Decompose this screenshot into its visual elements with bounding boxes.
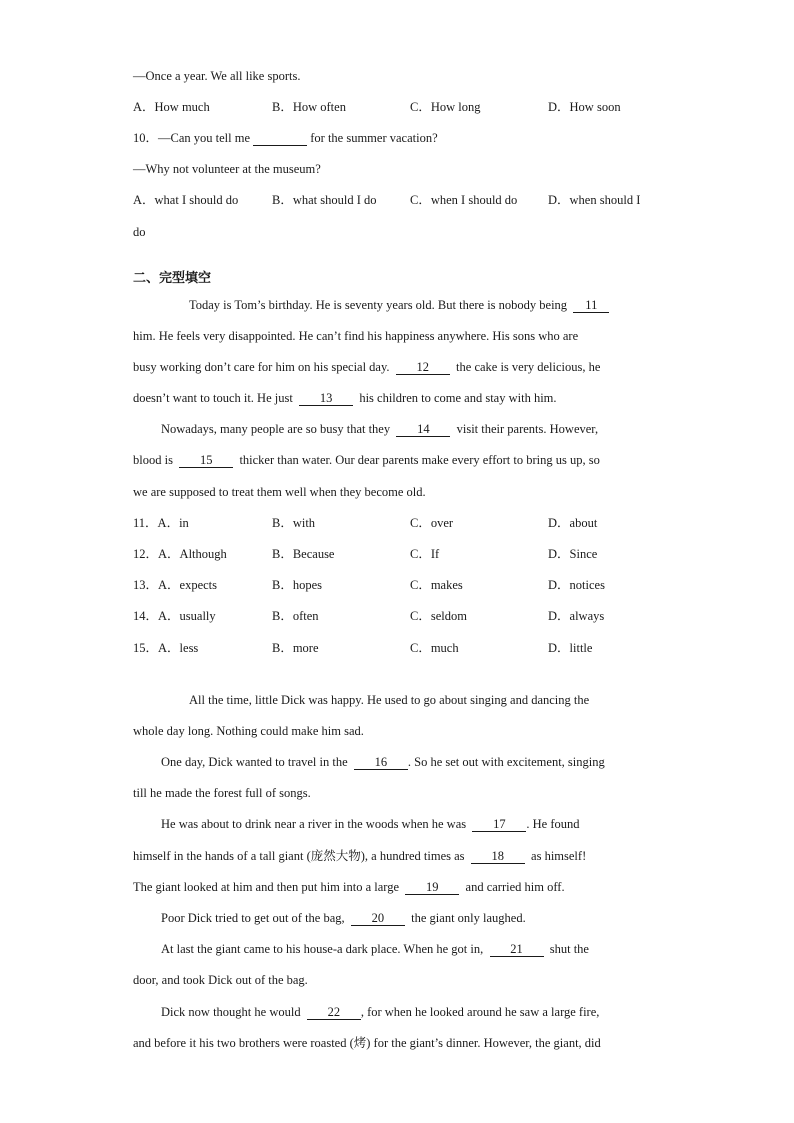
choice-option-d: D．notices: [548, 578, 605, 592]
choice-option-b: B．more: [272, 641, 319, 655]
q10-option-wrap: do: [133, 225, 146, 239]
blank-21: 21: [490, 942, 544, 957]
passage1-line: him. He feels very disappointed. He can’t find his happiness anywhere. His sons who are: [133, 329, 579, 343]
q10-reply: —Why not volunteer at the museum?: [133, 162, 321, 176]
passage2-text: He was about to drink near a river in the woods when he was: [161, 817, 467, 831]
choice-option-b: B．often: [272, 609, 319, 623]
passage1-text: doesn’t want to touch it. He just: [133, 391, 293, 405]
choice-row: [133, 639, 198, 657]
blank-14: 14: [396, 422, 450, 437]
blank-15: 15: [179, 453, 233, 468]
passage2-text: and carried him off.: [465, 880, 565, 894]
q9-option-c: C．How long: [410, 100, 481, 114]
passage2-text: as himself!: [531, 849, 587, 863]
q10-blank: [253, 131, 307, 146]
q10-option-c: C．when I should do: [410, 193, 518, 207]
q10-stem-after: for the summer vacation?: [307, 131, 438, 145]
choice-option-d: D．Since: [548, 547, 598, 561]
section-title: 二、完型填空: [133, 271, 212, 286]
q9-option-d: D．How soon: [548, 100, 621, 114]
passage2-text: At last the giant came to his house-a dark place. When he got in,: [161, 942, 484, 956]
passage2-line: till he made the forest full of songs.: [133, 786, 311, 800]
choice-option-a: A．expects: [158, 578, 218, 592]
passage1-text: Nowadays, many people are so busy that they: [161, 422, 391, 436]
passage2-text: Dick now thought he would: [161, 1005, 301, 1019]
choice-option-b: B．with: [272, 516, 316, 530]
choice-option-c: C．makes: [410, 578, 463, 592]
passage1-text: blood is: [133, 453, 173, 467]
passage2-line: and before it his two brothers were roasted (烤) for the giant’s dinner. However, the giant, did: [133, 1036, 601, 1050]
passage2-line: All the time, little Dick was happy. He used to go about singing and dancing the: [189, 693, 590, 707]
blank-16: 16: [354, 755, 408, 770]
choice-option-d: D．little: [548, 641, 593, 655]
q9-option-b: B．How often: [272, 100, 346, 114]
passage1-text: busy working don’t care for him on his special day.: [133, 360, 390, 374]
passage2-text: One day, Dick wanted to travel in the: [161, 755, 348, 769]
choice-option-c: C．much: [410, 641, 459, 655]
choice-option-d: D．about: [548, 516, 598, 530]
choice-option-b: B．Because: [272, 547, 335, 561]
passage1-line: [133, 451, 600, 469]
passage2-text: shut the: [549, 942, 589, 956]
passage2-line: [133, 847, 586, 865]
blank-13: 13: [299, 391, 353, 406]
blank-12: 12: [396, 360, 450, 375]
choice-number: 12．: [133, 547, 159, 561]
passage2-line: [161, 1003, 599, 1021]
passage1-line: [133, 389, 557, 407]
choice-number: 11．: [133, 516, 158, 530]
q10-option-b: B．what should I do: [272, 193, 377, 207]
choice-option-a: A．in: [157, 516, 189, 530]
passage1-text: visit their parents. However,: [456, 422, 599, 436]
choice-option-a: A．usually: [158, 609, 216, 623]
choice-option-c: C．If: [410, 547, 440, 561]
passage2-text: , for when he looked around he saw a large fire,: [360, 1005, 600, 1019]
choice-option-d: D．always: [548, 609, 605, 623]
passage2-line: [161, 753, 605, 771]
passage2-text: the giant only laughed.: [411, 911, 526, 925]
blank-18: 18: [471, 849, 525, 864]
q10-stem: [133, 129, 438, 147]
blank-17: 17: [472, 817, 526, 832]
q10-option-d: D．when should I: [548, 193, 641, 207]
passage1-line: [189, 296, 609, 314]
passage1-text: Today is Tom’s birthday. He is seventy years old. But there is nobody being: [189, 298, 568, 312]
choice-option-c: C．over: [410, 516, 454, 530]
q9-answer-line: —Once a year. We all like sports.: [133, 69, 301, 83]
blank-20: 20: [351, 911, 405, 926]
passage2-text: himself in the hands of a tall giant (庞然大物), a hundred times as: [133, 849, 465, 863]
q9-option-a: A．How much: [133, 100, 210, 114]
passage2-line: door, and took Dick out of the bag.: [133, 973, 308, 987]
passage1-line: [161, 420, 598, 438]
passage1-text: the cake is very delicious, he: [456, 360, 601, 374]
passage2-line: whole day long. Nothing could make him sad.: [133, 724, 364, 738]
choice-option-a: A．less: [158, 641, 199, 655]
blank-19: 19: [405, 880, 459, 895]
passage2-text: . He found: [526, 817, 580, 831]
blank-22: 22: [307, 1005, 361, 1020]
choice-row: [133, 607, 216, 625]
choice-row: [133, 576, 217, 594]
passage1-line: we are supposed to treat them well when they become old.: [133, 485, 426, 499]
passage1-text: his children to come and stay with him.: [359, 391, 557, 405]
q10-option-a: A．what I should do: [133, 193, 239, 207]
passage2-line: [161, 940, 589, 958]
choice-row: [133, 514, 189, 532]
passage2-line: [161, 815, 580, 833]
passage1-text: thicker than water. Our dear parents make every effort to bring us up, so: [239, 453, 600, 467]
blank-11: 11: [573, 298, 609, 313]
passage2-text: The giant looked at him and then put him into a large: [133, 880, 400, 894]
choice-option-b: B．hopes: [272, 578, 323, 592]
passage2-line: [133, 878, 565, 896]
choice-number: 13．: [133, 578, 159, 592]
passage1-line: [133, 358, 600, 376]
choice-number: 14．: [133, 609, 159, 623]
choice-option-c: C．seldom: [410, 609, 467, 623]
choice-option-a: A．Although: [158, 547, 227, 561]
passage2-text: . So he set out with excitement, singing: [407, 755, 605, 769]
q10-stem-before: 10．—Can you tell me: [133, 131, 254, 145]
passage2-line: [161, 909, 526, 927]
choice-number: 15．: [133, 641, 159, 655]
passage2-text: Poor Dick tried to get out of the bag,: [161, 911, 345, 925]
choice-row: [133, 545, 227, 563]
